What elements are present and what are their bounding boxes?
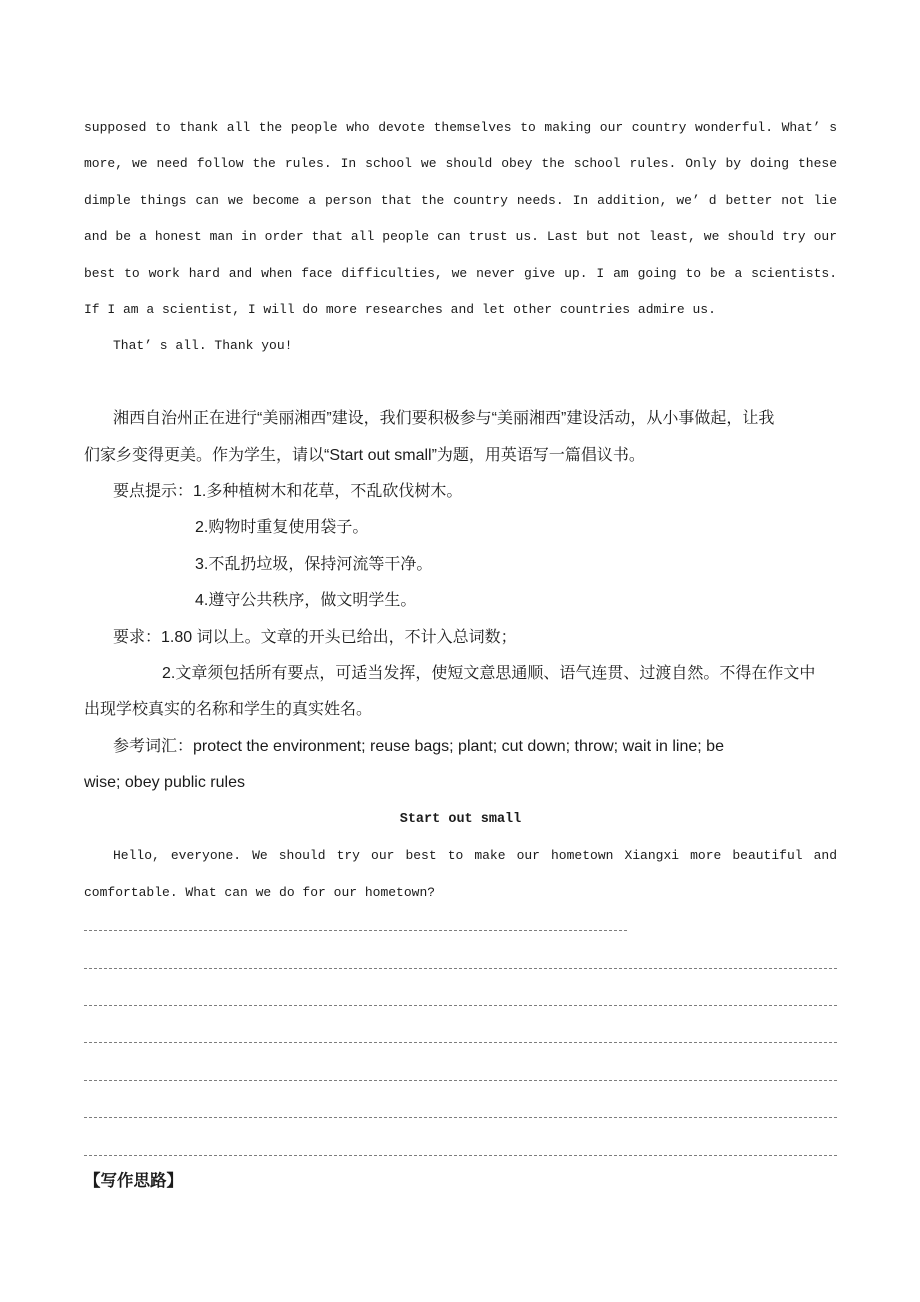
- essay-line: If I am a scientist, I will do more researches and let other countries admire us.: [84, 302, 716, 318]
- blank-paragraph-gap: [84, 365, 837, 401]
- writing-lines: [84, 894, 837, 1156]
- essay-line: more, we need follow the rules. In school we should obey the school rules. Only by doing these: [84, 156, 837, 172]
- reference-vocabulary-line: wise; obey public rules: [84, 774, 245, 792]
- writing-line: [84, 931, 837, 968]
- writing-line: [84, 969, 837, 1006]
- prompt-intro-line: 湘西自治州正在进行“美丽湘西”建设，我们要积极参与“美丽湘西”建设活动，从小事做起，让我: [113, 410, 775, 428]
- continued-essay: [84, 110, 837, 365]
- prompt-intro-line: 们家乡变得更美。作为学生，请以“Start out small”为题，用英语写一篇倡议书。: [84, 446, 645, 464]
- essay-closing: That’ s all. Thank you!: [113, 338, 293, 354]
- writing-line: [84, 1118, 837, 1155]
- key-points-first-line: 要点提示：1.多种植树木和花草，不乱砍伐树木。: [113, 483, 463, 501]
- requirement-line: 2.文章须包括所有要点，可适当发挥，使短文意思通顺、语气连贯、过渡自然。不得在作文中: [162, 665, 816, 683]
- essay-opening-line: comfortable. What can we do for our hometown?: [84, 884, 436, 900]
- key-point-item: 2.购物时重复使用袋子。: [195, 519, 369, 537]
- essay-line: supposed to thank all the people who devote themselves to making our country wonderful. What’ s: [84, 120, 837, 135]
- section-heading-writing-ideas: 【写作思路】: [84, 1171, 183, 1190]
- writing-line: [84, 1006, 837, 1043]
- essay-opening-line: Hello, everyone. We should try our best to make our hometown Xiangxi more beautiful and: [113, 848, 837, 864]
- requirement-line: 要求：1.80 词以上。文章的开头已给出，不计入总词数；: [113, 628, 517, 646]
- requirement-line: 出现学校真实的名称和学生的真实姓名。: [84, 701, 373, 719]
- key-point-item: 4.遵守公共秩序，做文明学生。: [195, 592, 417, 610]
- reference-vocabulary-line: 参考词汇：protect the environment; reuse bags; plant; cut down; throw; wait in line; be: [113, 737, 724, 755]
- essay-line: and be a honest man in order that all people can trust us. Last but not least, we should try our: [84, 229, 837, 245]
- key-point-item: 3.不乱扔垃圾，保持河流等干净。: [195, 555, 433, 573]
- writing-line: [84, 1043, 837, 1080]
- essay-line: best to work hard and when face difficulties, we never give up. I am going to be a scientists.: [84, 265, 837, 281]
- essay-line: dimple things can we become a person that the country needs. In addition, we’ d better not lie: [84, 192, 837, 208]
- writing-line: [84, 1081, 837, 1118]
- writing-prompt: [84, 401, 837, 801]
- essay-title: Start out small: [399, 811, 522, 827]
